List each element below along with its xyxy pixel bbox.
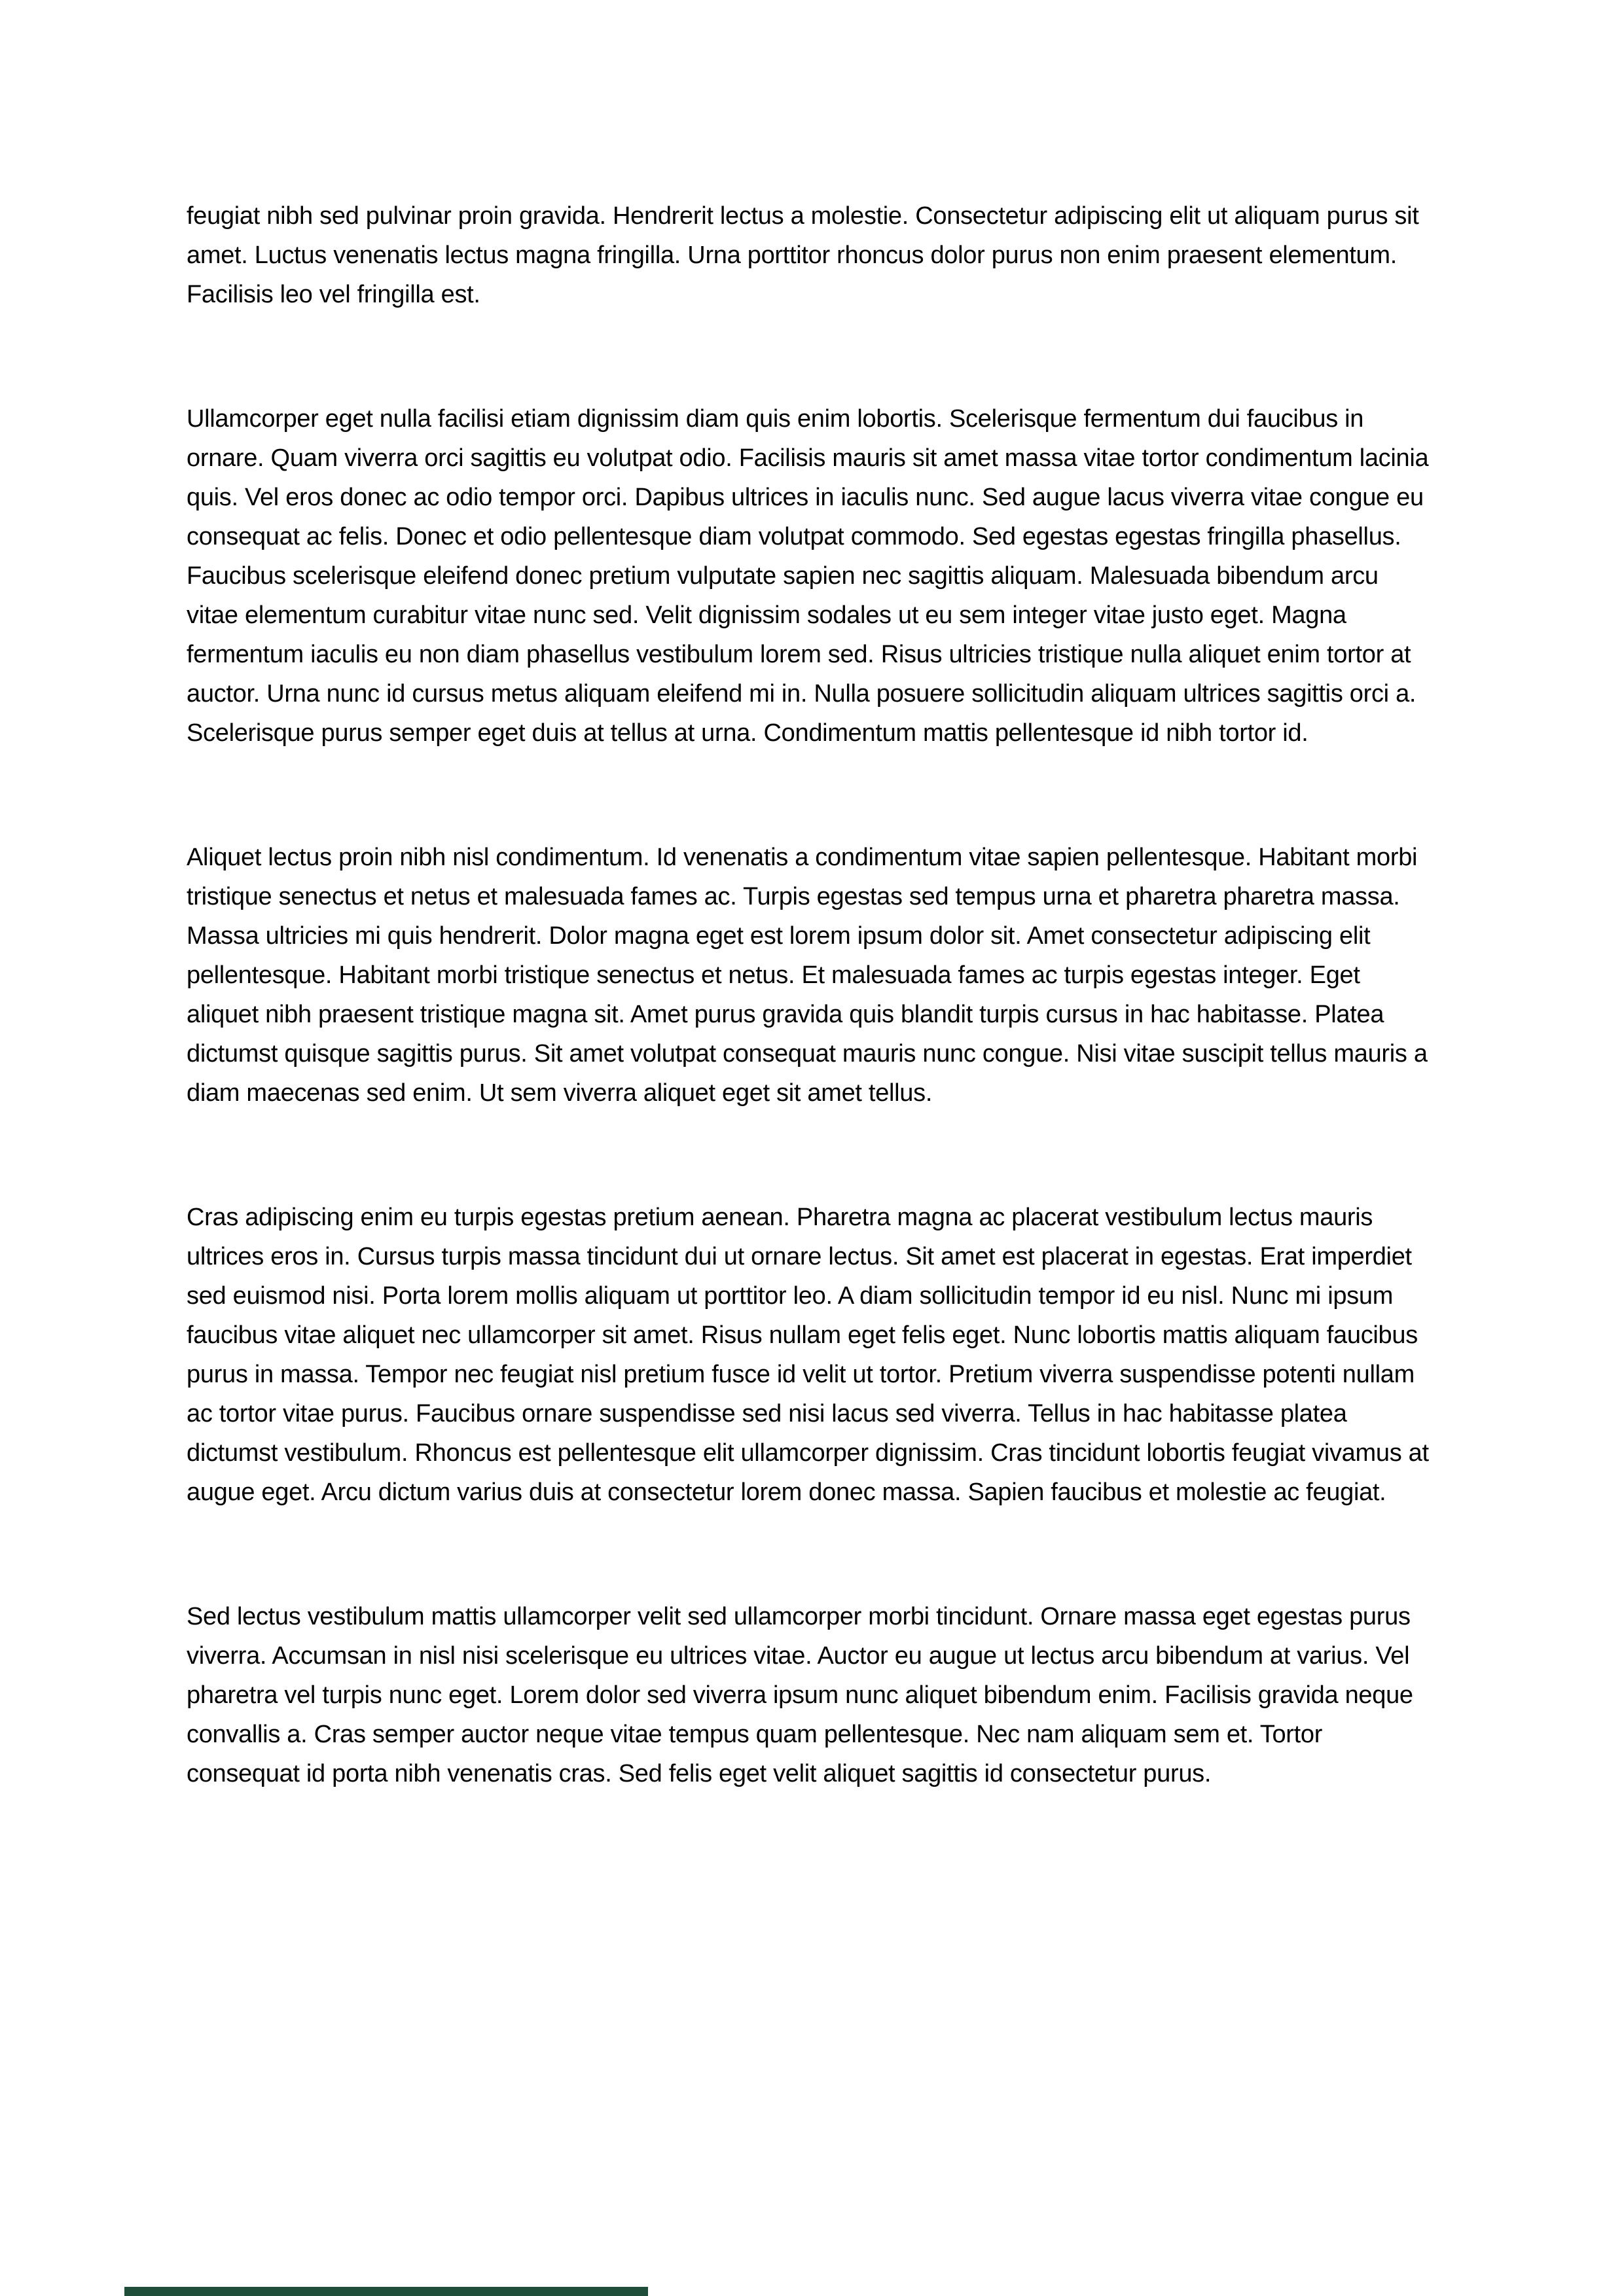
paragraph: Sed lectus vestibulum mattis ullamcorper velit sed ullamcorper morbi tincidunt. Ornare massa eget egestas purus viverra. Accumsan in nisl nisi scelerisque eu ultrices vitae. Auctor eu augue ut lectus arcu bibendum at varius. Vel pharetra vel turpis nunc eget. Lorem dolor sed viverra ipsum nunc aliquet bibendum enim. Facilisis gravida neque convallis a. Cras semper auctor neque vitae tempus quam pellentesque. Nec nam aliquam sem et. Tortor consequat id porta nibh venenatis cras. Sed felis eget velit aliquet sagittis id consectetur purus.: [187, 1603, 1413, 1787]
paragraph: Aliquet lectus proin nibh nisl condimentum. Id venenatis a condimentum vitae sapien pellentesque. Habitant morbi tristique senectus et netus et malesuada fames ac. Turpis egestas sed tempus urna et pharetra pharetra massa. Massa ultricies mi quis hendrerit. Dolor magna eget est lorem ipsum dolor sit. Amet consectetur adipiscing elit pellentesque. Habitant morbi tristique senectus et netus. Et malesuada fames ac turpis egestas integer. Eget aliquet nibh praesent tristique magna sit. Amet purus gravida quis blandit turpis cursus in hac habitasse. Platea dictumst quisque sagittis purus. Sit amet volutpat consequat mauris nunc congue. Nisi vitae suscipit tellus mauris a diam maecenas sed enim. Ut sem viverra aliquet eget sit amet tellus.: [187, 844, 1428, 1107]
paragraph: feugiat nibh sed pulvinar proin gravida. Hendrerit lectus a molestie. Consectetur adipiscing elit ut aliquam purus sit amet. Luctus venenatis lectus magna fringilla. Urna porttitor rhoncus dolor purus non enim praesent elementum. Facilisis leo vel fringilla est.: [187, 202, 1419, 308]
page-bottom-accent-bar: [124, 2287, 648, 2296]
paragraph: Ullamcorper eget nulla facilisi etiam dignissim diam quis enim lobortis. Scelerisque fermentum dui faucibus in ornare. Quam viverra orci sagittis eu volutpat odio. Facilisis mauris sit amet massa vitae tortor condimentum lacinia quis. Vel eros donec ac odio tempor orci. Dapibus ultrices in iaculis nunc. Sed augue lacus viverra vitae congue eu consequat ac felis. Donec et odio pellentesque diam volutpat commodo. Sed egestas egestas fringilla phasellus. Faucibus scelerisque eleifend donec pretium vulputate sapien nec sagittis aliquam. Malesuada bibendum arcu vitae elementum curabitur vitae nunc sed. Velit dignissim sodales ut eu sem integer vitae justo eget. Magna fermentum iaculis eu non diam phasellus vestibulum lorem sed. Risus ultricies tristique nulla aliquet enim tortor at auctor. Urna nunc id cursus metus aliquam eleifend mi in. Nulla posuere sollicitudin aliquam ultrices sagittis orci a. Scelerisque purus semper eget duis at tellus at urna. Condimentum mattis pellentesque id nibh tortor id.: [187, 405, 1429, 747]
paragraph: Cras adipiscing enim eu turpis egestas pretium aenean. Pharetra magna ac placerat vestibulum lectus mauris ultrices eros in. Cursus turpis massa tincidunt dui ut ornare lectus. Sit amet est placerat in egestas. Erat imperdiet sed euismod nisi. Porta lorem mollis aliquam ut porttitor leo. A diam sollicitudin tempor id eu nisl. Nunc mi ipsum faucibus vitae aliquet nec ullamcorper sit amet. Risus nullam eget felis eget. Nunc lobortis mattis aliquam faucibus purus in massa. Tempor nec feugiat nisl pretium fusce id velit ut tortor. Pretium viverra suspendisse potenti nullam ac tortor vitae purus. Faucibus ornare suspendisse sed nisi lacus sed viverra. Tellus in hac habitasse platea dictumst vestibulum. Rhoncus est pellentesque elit ullamcorper dignissim. Cras tincidunt lobortis feugiat vivamus at augue eget. Arcu dictum varius duis at consectetur lorem donec massa. Sapien faucibus et molestie ac feugiat.: [187, 1204, 1429, 1506]
document-body: [187, 196, 1430, 1878]
